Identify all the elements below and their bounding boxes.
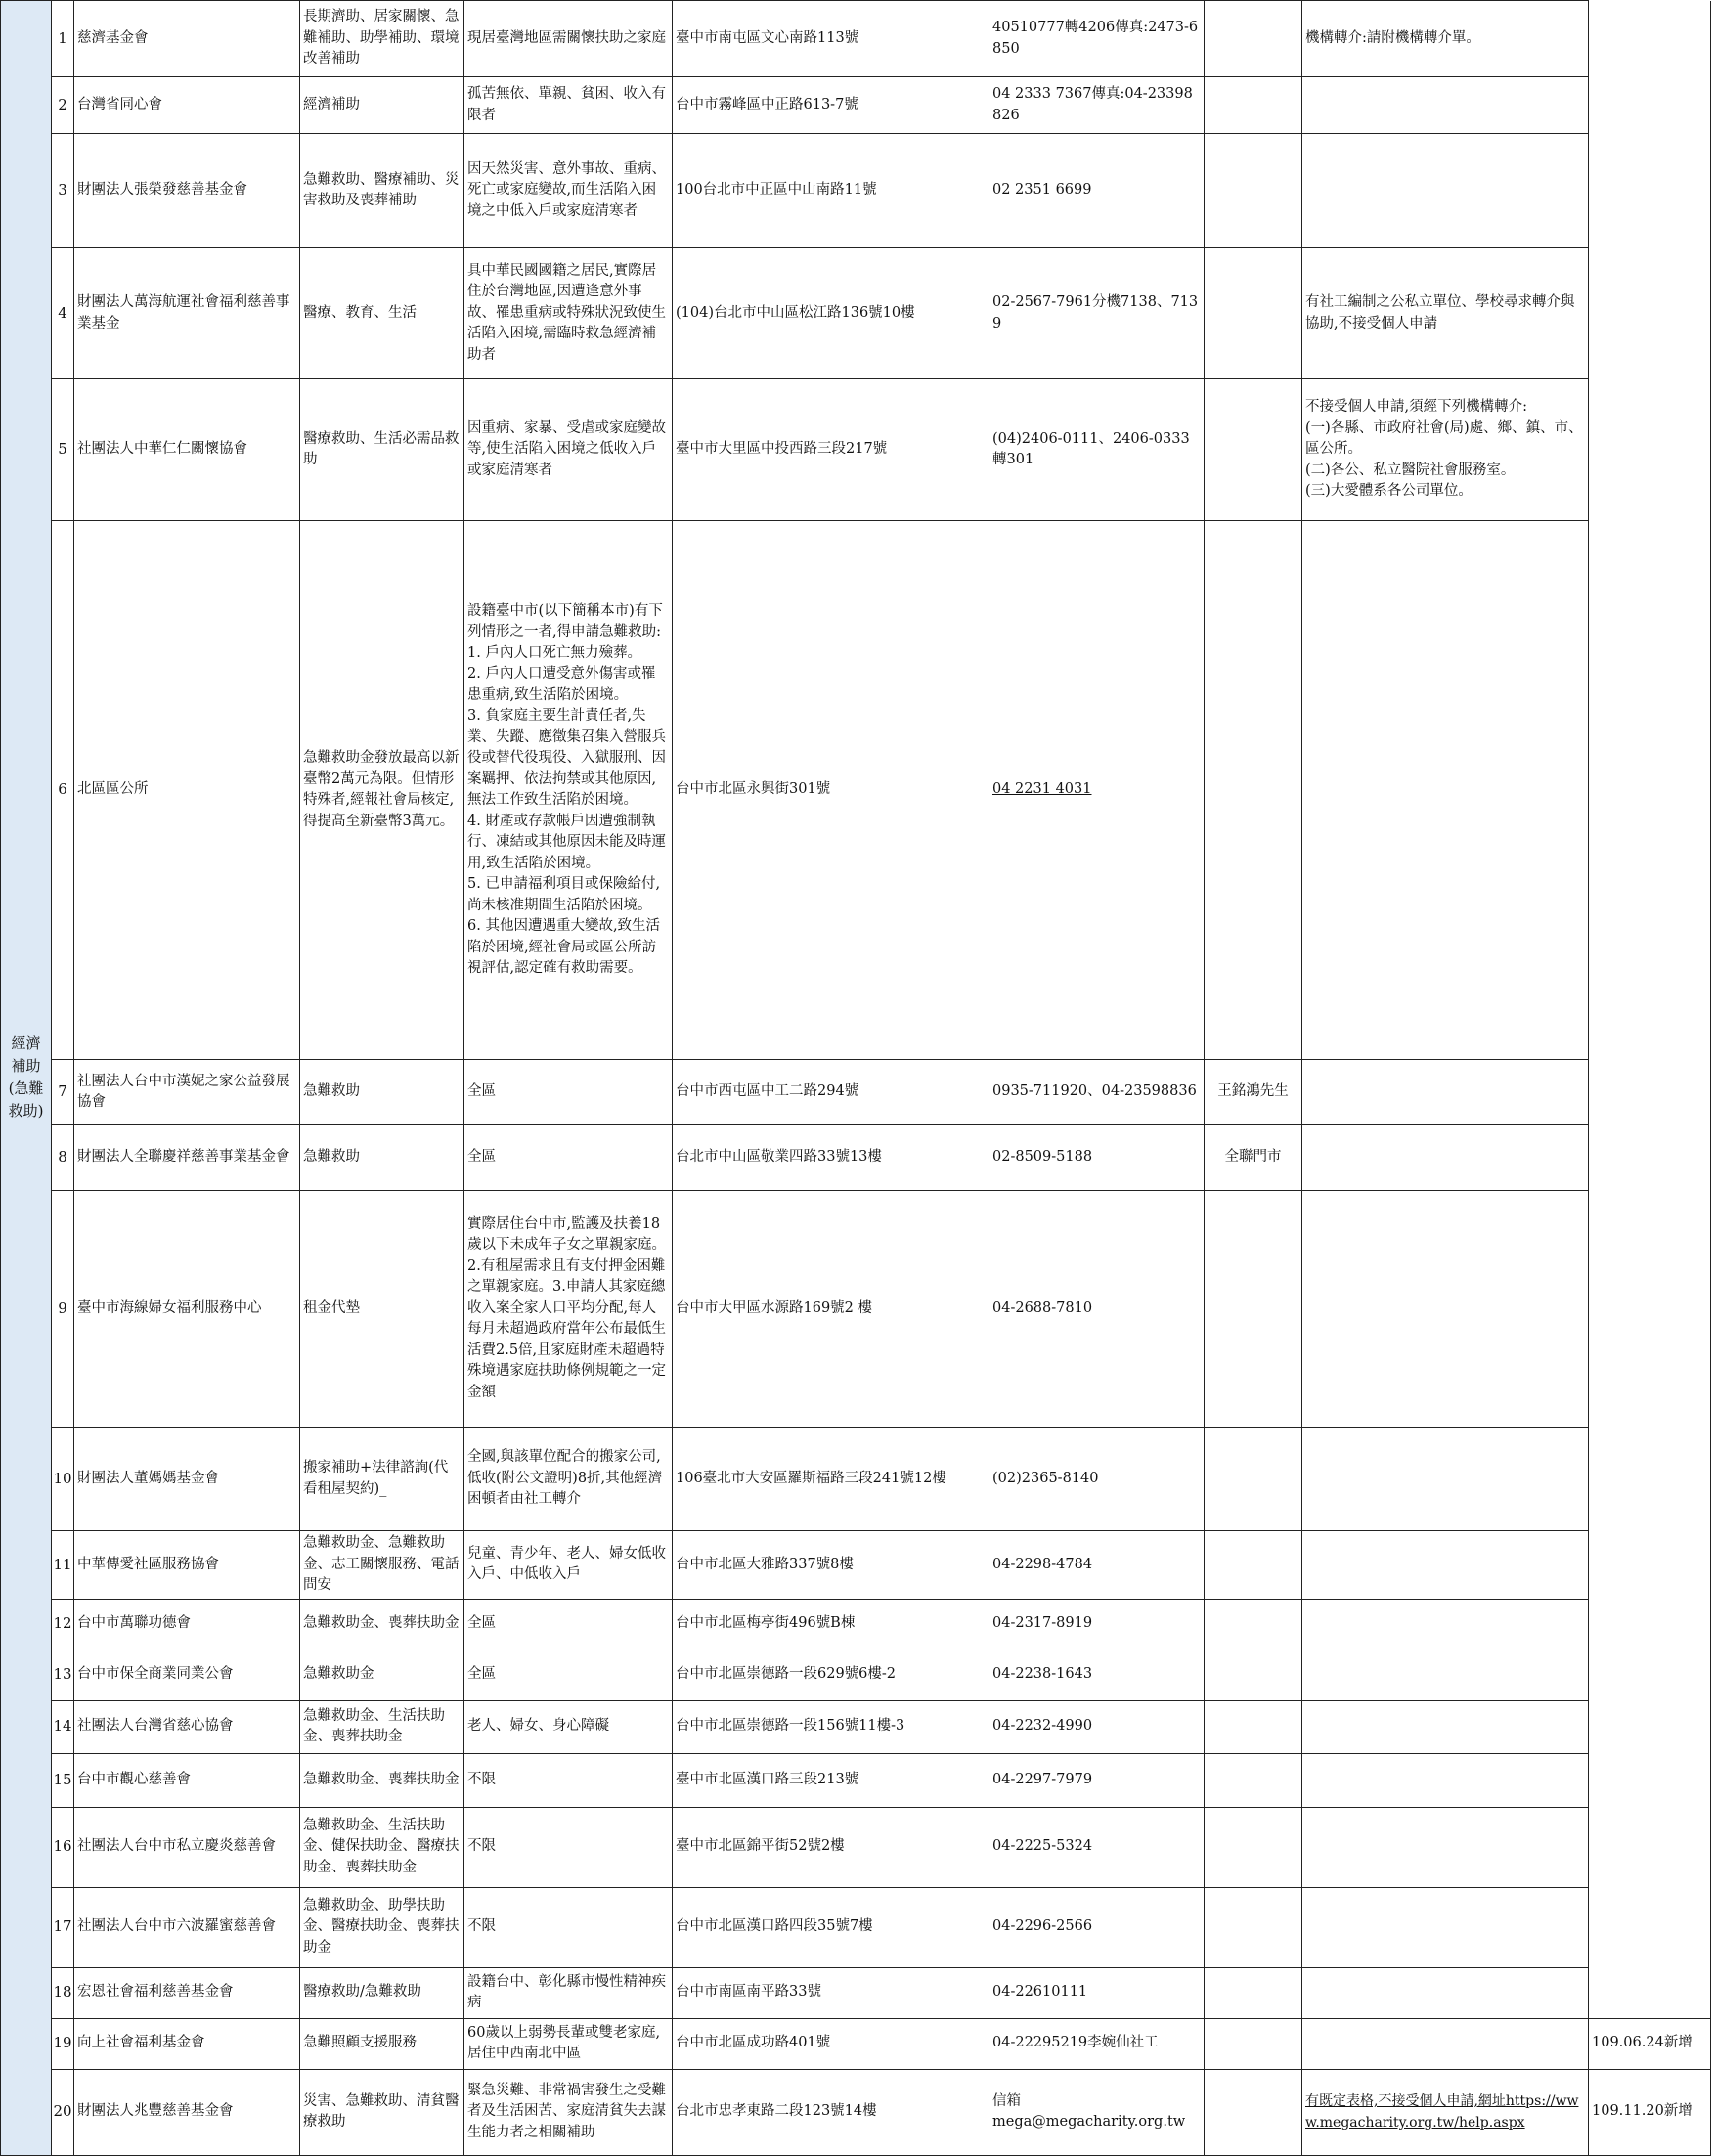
row-number: 10 [52,1428,74,1531]
service-items: 醫療救助、生活必需品救助 [300,379,464,521]
edge-cell [1711,521,1715,1060]
org-name: 社團法人台中市漢妮之家公益發展協會 [74,1060,300,1125]
org-name: 社團法人台中市私立慶炎慈善會 [74,1807,300,1887]
phone: 04-2298-4784 [989,1531,1205,1600]
contact-person [1205,2018,1302,2069]
remark [1302,77,1589,134]
target-group: 因天然災害、意外事故、重病、死亡或家庭變故,而生活陷入困境之中低入戶或家庭清寒者 [464,134,673,248]
address: 台中市西屯區中工二路294號 [673,1060,989,1125]
remark [1302,134,1589,248]
added-date [1589,1967,1711,2018]
org-name: 財團法人張榮發慈善基金會 [74,134,300,248]
phone: 04-2317-8919 [989,1599,1205,1650]
service-items: 急難救助金 [300,1650,464,1700]
added-date [1589,1650,1711,1700]
added-date: 109.11.20新增 [1589,2069,1711,2155]
service-items: 經濟補助 [300,77,464,134]
phone: 04-22295219李婉仙社工 [989,2018,1205,2069]
remark [1302,1807,1589,1887]
phone: 04-2232-4990 [989,1700,1205,1753]
edge-cell [1711,1967,1715,2018]
remark: 機構轉介:請附機構轉介單。 [1302,1,1589,77]
row-number: 19 [52,2018,74,2069]
remark[interactable]: 有既定表格,不接受個人申請,網址https://www.megacharity.org.tw/help.aspx [1302,2069,1589,2155]
added-date [1589,1191,1711,1428]
address: (104)台北市中山區松江路136號10樓 [673,248,989,379]
edge-cell [1711,77,1715,134]
edge-cell [1711,1650,1715,1700]
target-group: 全區 [464,1650,673,1700]
row-number: 3 [52,134,74,248]
remark [1302,1650,1589,1700]
address: 臺中市北區漢口路三段213號 [673,1753,989,1807]
table-row [1,1700,1715,1753]
org-name: 社團法人中華仁仁關懷協會 [74,379,300,521]
contact-person [1205,1428,1302,1531]
service-items: 搬家補助+法律諮詢(代看租屋契約)_ [300,1428,464,1531]
service-items: 醫療、教育、生活 [300,248,464,379]
added-date [1589,1700,1711,1753]
org-name: 台中市觀心慈善會 [74,1753,300,1807]
phone: (02)2365-8140 [989,1428,1205,1531]
added-date [1589,77,1711,134]
contact-person [1205,1,1302,77]
row-number: 9 [52,1191,74,1428]
table-row [1,248,1715,379]
target-group: 現居臺灣地區需關懷扶助之家庭 [464,1,673,77]
table-row [1,1,1715,77]
table-row [1,1125,1715,1191]
remark [1302,1531,1589,1600]
org-name: 社團法人台中市六波羅蜜慈善會 [74,1887,300,1967]
phone: 04-2297-7979 [989,1753,1205,1807]
edge-cell [1711,1753,1715,1807]
table-row [1,1807,1715,1887]
org-name: 台中市保全商業同業公會 [74,1650,300,1700]
org-name: 北區區公所 [74,521,300,1060]
org-name: 向上社會福利基金會 [74,2018,300,2069]
phone: 02-8509-5188 [989,1125,1205,1191]
edge-cell [1711,1,1715,77]
added-date [1589,521,1711,1060]
phone: 04-2225-5324 [989,1807,1205,1887]
phone: 0935-711920、04-23598836 [989,1060,1205,1125]
phone: 02 2351 6699 [989,134,1205,248]
table-row [1,1753,1715,1807]
row-number: 1 [52,1,74,77]
contact-person [1205,1700,1302,1753]
edge-cell [1711,1191,1715,1428]
contact-person [1205,1807,1302,1887]
address: 台北市中山區敬業四路33號13樓 [673,1125,989,1191]
address: 台中市北區梅亭街496號B棟 [673,1599,989,1650]
contact-person [1205,521,1302,1060]
category-label: 經濟補助(急難救助) [8,1034,44,1121]
target-group: 不限 [464,1753,673,1807]
target-group: 不限 [464,1807,673,1887]
remark: 有社工編制之公私立單位、學校尋求轉介與協助,不接受個人申請 [1302,248,1589,379]
address: 台北市忠孝東路二段123號14樓 [673,2069,989,2155]
contact-person [1205,77,1302,134]
table-row [1,1428,1715,1531]
address: 106臺北市大安區羅斯福路三段241號12樓 [673,1428,989,1531]
service-items: 急難救助金、急難救助金、志工關懷服務、電話問安 [300,1531,464,1600]
edge-cell [1711,2018,1715,2069]
row-number: 20 [52,2069,74,2155]
target-group: 不限 [464,1887,673,1967]
service-items: 長期濟助、居家關懷、急難補助、助學補助、環境改善補助 [300,1,464,77]
row-number: 18 [52,1967,74,2018]
added-date [1589,1,1711,77]
contact-person [1205,1650,1302,1700]
org-name: 財團法人全聯慶祥慈善事業基金會 [74,1125,300,1191]
row-number: 13 [52,1650,74,1700]
contact-person [1205,1191,1302,1428]
org-name: 財團法人萬海航運社會福利慈善事業基金 [74,248,300,379]
edge-cell [1711,1599,1715,1650]
contact-person [1205,1531,1302,1600]
table-row [1,2018,1715,2069]
phone: 04 2231 4031 [989,521,1205,1060]
org-name: 臺中市海線婦女福利服務中心 [74,1191,300,1428]
service-items: 急難救助金、助學扶助金、醫療扶助金、喪葬扶助金 [300,1887,464,1967]
added-date [1589,379,1711,521]
service-items: 急難救助金、喪葬扶助金 [300,1599,464,1650]
org-name: 慈濟基金會 [74,1,300,77]
row-number: 16 [52,1807,74,1887]
contact-person [1205,379,1302,521]
target-group: 因重病、家暴、受虐或家庭變故等,使生活陷入困境之低收入戶或家庭清寒者 [464,379,673,521]
contact-person [1205,1887,1302,1967]
row-number: 6 [52,521,74,1060]
row-number: 17 [52,1887,74,1967]
contact-person: 全聯門市 [1205,1125,1302,1191]
target-group: 60歲以上弱勢長輩或雙老家庭,居住中西南北中區 [464,2018,673,2069]
edge-cell [1711,1887,1715,1967]
edge-cell [1711,1700,1715,1753]
service-items: 急難救助金發放最高以新臺幣2萬元為限。但情形特殊者,經報社會局核定,得提高至新臺幣3萬元。 [300,521,464,1060]
address: 台中市北區永興街301號 [673,521,989,1060]
target-group: 老人、婦女、身心障礙 [464,1700,673,1753]
table-row [1,2069,1715,2155]
phone: (04)2406-0111、2406-0333轉301 [989,379,1205,521]
remark: 不接受個人申請,須經下列機構轉介: (一)各縣、市政府社會(局)處、鄉、鎮、市、區公所。 (二)各公、私立醫院社會服務室。 (三)大愛體系各公司單位。 [1302,379,1589,521]
row-number: 5 [52,379,74,521]
row-number: 11 [52,1531,74,1600]
org-name: 台中市萬聯功德會 [74,1599,300,1650]
address: 台中市霧峰區中正路613-7號 [673,77,989,134]
service-items: 急難救助金、生活扶助金、喪葬扶助金 [300,1700,464,1753]
phone: 40510777轉4206傳真:2473-6850 [989,1,1205,77]
category-cell [1,1,52,2156]
table-row [1,379,1715,521]
edge-cell [1711,1125,1715,1191]
table-row [1,1531,1715,1600]
added-date [1589,134,1711,248]
address: 臺中市北區錦平街52號2樓 [673,1807,989,1887]
row-number: 8 [52,1125,74,1191]
remark [1302,1428,1589,1531]
service-items: 急難救助、醫療補助、災害救助及喪葬補助 [300,134,464,248]
phone: 04-2238-1643 [989,1650,1205,1700]
service-items: 醫療救助/急難救助 [300,1967,464,2018]
table-row [1,1191,1715,1428]
address: 台中市北區成功路401號 [673,2018,989,2069]
org-name: 財團法人兆豐慈善基金會 [74,2069,300,2155]
remark [1302,1060,1589,1125]
table-row [1,134,1715,248]
added-date: 109.06.24新增 [1589,2018,1711,2069]
target-group: 全區 [464,1060,673,1125]
added-date [1589,1887,1711,1967]
remark [1302,521,1589,1060]
added-date [1589,1531,1711,1600]
phone: 04 2333 7367傳真:04-23398826 [989,77,1205,134]
target-group: 孤苦無依、單親、貧困、收入有限者 [464,77,673,134]
added-date [1589,1125,1711,1191]
org-name: 台灣省同心會 [74,77,300,134]
remark [1302,1967,1589,2018]
table-row [1,1967,1715,2018]
remark [1302,1191,1589,1428]
edge-cell [1711,1060,1715,1125]
org-name: 宏恩社會福利慈善基金會 [74,1967,300,2018]
row-number: 15 [52,1753,74,1807]
service-items: 急難救助 [300,1125,464,1191]
remark [1302,2018,1589,2069]
row-number: 12 [52,1599,74,1650]
phone: 04-22610111 [989,1967,1205,2018]
edge-cell [1711,1807,1715,1887]
edge-cell [1711,1428,1715,1531]
address: 台中市大甲區水源路169號2 樓 [673,1191,989,1428]
remark [1302,1599,1589,1650]
contact-person [1205,1599,1302,1650]
target-group: 具中華民國國籍之居民,實際居住於台灣地區,因遭逢意外事故、罹患重病或特殊狀況致使生活陷入困境,需臨時救急經濟補助者 [464,248,673,379]
address: 台中市北區大雅路337號8樓 [673,1531,989,1600]
row-number: 2 [52,77,74,134]
address: 台中市北區崇德路一段629號6樓-2 [673,1650,989,1700]
table-row [1,77,1715,134]
address: 台中市南區南平路33號 [673,1967,989,2018]
phone: 04-2296-2566 [989,1887,1205,1967]
target-group: 全區 [464,1125,673,1191]
added-date [1589,1753,1711,1807]
phone: 04-2688-7810 [989,1191,1205,1428]
phone: 信箱 mega@megacharity.org.tw [989,2069,1205,2155]
target-group: 設籍臺中市(以下簡稱本市)有下列情形之一者,得申請急難救助: 1. 戶內人口死亡無力殮葬。 2. 戶內人口遭受意外傷害或罹患重病,致生活陷於困境。 3. 負家庭主要生計責任者,失業、失蹤、應徵集召集入營服兵役或替代役現役、入獄服刑、因案羈押、依法拘禁或其他原因,無法工作致生活陷於困境。 4. 財產或存款帳戶因遭強制執行、凍結或其他原因未能及時運用,致生活陷於困境。 5. 已申請福利項目或保險給付,尚未核准期間生活陷於困境。 6. 其他因遭遇重大變故,致生活陷於困境,經社會局或區公所訪視評估,認定確有救助需要。 [464,521,673,1060]
added-date [1589,1060,1711,1125]
service-items: 急難救助金、喪葬扶助金 [300,1753,464,1807]
remark [1302,1753,1589,1807]
row-number: 4 [52,248,74,379]
contact-person [1205,2069,1302,2155]
target-group: 兒童、青少年、老人、婦女低收入戶、中低收入戶 [464,1531,673,1600]
table-row [1,1650,1715,1700]
edge-cell [1711,2069,1715,2155]
target-group: 實際居住台中市,監護及扶養18歲以下未成年子女之單親家庭。2.有租屋需求且有支付押金困難之單親家庭。3.申請人其家庭總收入案全家人口平均分配,每人每月未超過政府當年公布最低生活費2.5倍,且家庭財產未超過特殊境遇家庭扶助條例規範之一定金額 [464,1191,673,1428]
address: 臺中市南屯區文心南路113號 [673,1,989,77]
row-number: 7 [52,1060,74,1125]
contact-person [1205,1753,1302,1807]
address: 台中市北區崇德路一段156號11樓-3 [673,1700,989,1753]
org-name: 中華傳愛社區服務協會 [74,1531,300,1600]
row-number: 14 [52,1700,74,1753]
table-row [1,521,1715,1060]
target-group: 全國,與該單位配合的搬家公司,低收(附公文證明)8折,其他經濟困頓者由社工轉介 [464,1428,673,1531]
remark [1302,1887,1589,1967]
address: 臺中市大里區中投西路三段217號 [673,379,989,521]
edge-cell [1711,1531,1715,1600]
target-group: 緊急災難、非常禍害發生之受難者及生活困苦、家庭清貧失去謀生能力者之相關補助 [464,2069,673,2155]
service-items: 急難照顧支援服務 [300,2018,464,2069]
added-date [1589,248,1711,379]
contact-person [1205,248,1302,379]
remark [1302,1700,1589,1753]
added-date [1589,1428,1711,1531]
service-items: 急難救助 [300,1060,464,1125]
added-date [1589,1807,1711,1887]
edge-cell [1711,134,1715,248]
table-row [1,1887,1715,1967]
remark [1302,1125,1589,1191]
target-group: 全區 [464,1599,673,1650]
target-group: 設籍台中、彰化縣市慢性精神疾病 [464,1967,673,2018]
table-row [1,1060,1715,1125]
address: 100台北市中正區中山南路11號 [673,134,989,248]
contact-person [1205,134,1302,248]
contact-person [1205,1967,1302,2018]
contact-person: 王銘鴻先生 [1205,1060,1302,1125]
org-name: 財團法人董媽媽基金會 [74,1428,300,1531]
phone: 02-2567-7961分機7138、7139 [989,248,1205,379]
table-row [1,1599,1715,1650]
address: 台中市北區漢口路四段35號7樓 [673,1887,989,1967]
edge-cell [1711,379,1715,521]
service-items: 災害、急難救助、清貧醫療救助 [300,2069,464,2155]
service-items: 急難救助金、生活扶助金、健保扶助金、醫療扶助金、喪葬扶助金 [300,1807,464,1887]
org-name: 社團法人台灣省慈心協會 [74,1700,300,1753]
edge-cell [1711,248,1715,379]
added-date [1589,1599,1711,1650]
service-items: 租金代墊 [300,1191,464,1428]
